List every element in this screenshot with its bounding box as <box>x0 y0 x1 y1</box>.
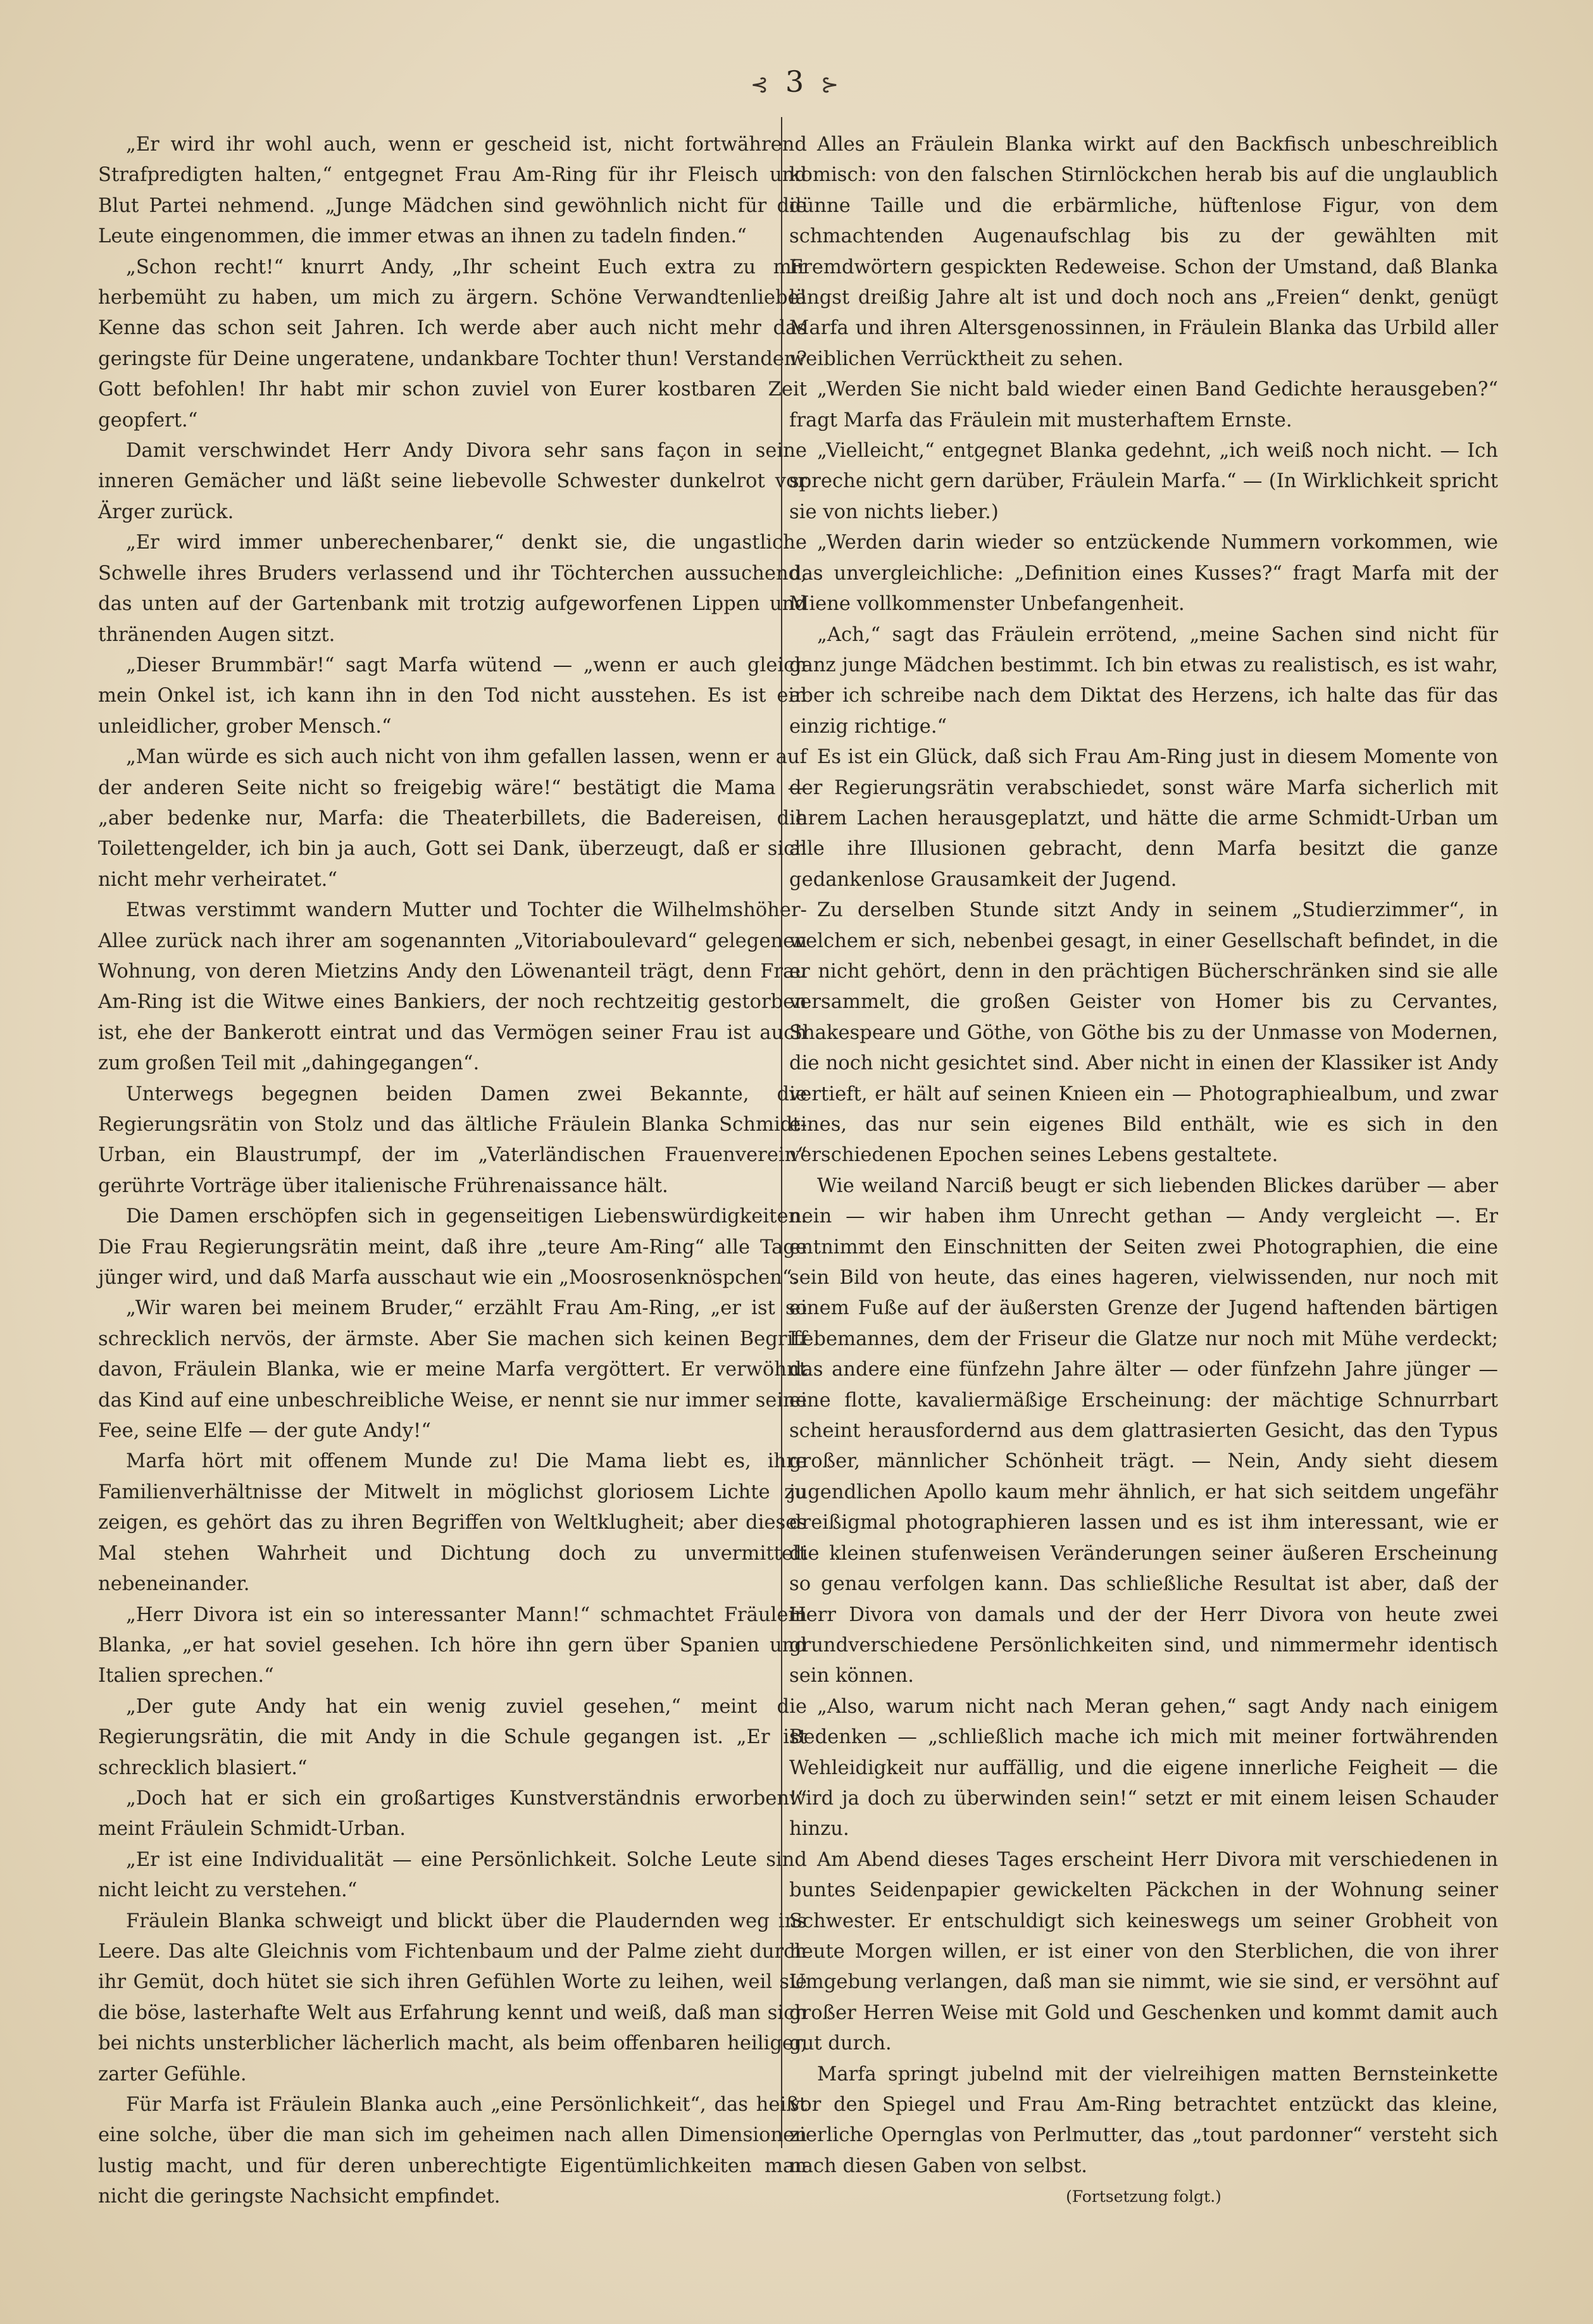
paragraph: „Er ist eine Individualität — eine Persönlichkeit. Solche Leute sind nicht leicht zu verstehen.“ <box>98 1848 807 1902</box>
right-column <box>789 130 1498 2206</box>
paragraph: Marfa springt jubelnd mit der vielreihigen matten Bernsteinkette vor den Spiegel und Frau Am-Ring betrachtet entzückt das kleine, zierliche Opernglas von Perlmutter, das „tout pardonner“ versteht sich nach diesen Gaben von selbst. <box>789 2063 1498 2177</box>
paragraph: Für Marfa ist Fräulein Blanka auch „eine Persönlichkeit“, das heißt eine solche, über die man sich im geheimen nach allen Dimensionen lustig macht, und für deren unberechtigte Eigentümlichkeiten man nicht die geringste Nachsicht empfindet. <box>98 2094 807 2208</box>
paragraph: Unterwegs begegnen beiden Damen zwei Bekannte, die Regierungsrätin von Stolz und das ältliche Fräulein Blanka Schmidt-Urban, ein Blaustrumpf, der im „Vaterländischen Frauenverein“ gerührte Vorträge über italienische Frührenaissance hält. <box>98 1083 807 1197</box>
paragraph: „Doch hat er sich ein großartiges Kunstverständnis erworben!“ meint Fräulein Schmidt-Urban. <box>98 1787 807 1841</box>
paragraph: „Werden Sie nicht bald wieder einen Band Gedichte herausgeben?“ fragt Marfa das Fräulein mit musterhaftem Ernste. <box>789 378 1498 432</box>
paragraph: „Ach,“ sagt das Fräulein errötend, „meine Sachen sind nicht für ganz junge Mädchen bestimmt. Ich bin etwas zu realistisch, es ist wahr, aber ich schreibe nach dem Diktat des Herzens, ich halte das für das einzig richtige.“ <box>789 623 1498 738</box>
ornament-left-icon: ⊰ <box>750 72 773 97</box>
paragraph: „Werden darin wieder so entzückende Nummern vorkommen, wie das unvergleichliche: „Definition eines Kusses?“ fragt Marfa mit der Miene vollkommenster Unbefangenheit. <box>789 531 1498 616</box>
paragraph: „Vielleicht,“ entgegnet Blanka gedehnt, „ich weiß noch nicht. — Ich spreche nicht gern darüber, Fräulein Marfa.“ — (In Wirklichkeit spricht sie von nichts lieber.) <box>789 440 1498 523</box>
paragraph: Wie weiland Narciß beugt er sich liebenden Blickes darüber — aber nein — wir haben ihm Unrecht gethan — Andy vergleicht —. Er entnimmt den Einschnitten der Seiten zwei Photographien, die eine sein Bild von heute, das eines hageren, vielwissenden, nur noch mit einem Fuße auf der äußersten Grenze der Jugend haftenden bärtigen Lebemannes, dem der Friseur die Glatze nur noch mit Mühe verdeckt; das andere eine fünfzehn Jahre älter — oder fünfzehn Jahre jünger — eine flotte, kavaliermäßige Erscheinung: der mächtige Schnurrbart scheint herausfordernd aus dem glattrasierten Gesicht, das den Typus großer, männlicher Schönheit trägt. — Nein, Andy sieht diesem jugendlichen Apollo kaum mehr ähnlich, er hat sich seitdem ungefähr dreißigmal photographieren lassen und es ist ihm interessant, wie er die kleinen stufenweisen Veränderungen seiner äußeren Erscheinung so genau verfolgen kann. Das schließliche Resultat ist aber, daß der Herr Divora von damals und der der Herr Divora von heute zwei grundverschiedene Persönlichkeiten sind, und nimmermehr identisch sein können. <box>789 1174 1498 1687</box>
paragraph: „Er wird immer unberechenbarer,“ denkt sie, die ungastliche Schwelle ihres Bruders verlassend und ihr Töchterchen aussuchend, das unten auf der Gartenbank mit trotzig aufgeworfenen Lippen und thränenden Augen sitzt. <box>98 531 807 646</box>
paragraph: „Herr Divora ist ein so interessanter Mann!“ schmachtet Fräulein Blanka, „er hat soviel gesehen. Ich höre ihn gern über Spanien und Italien sprechen.“ <box>98 1603 807 1687</box>
paragraph: „Wir waren bei meinem Bruder,“ erzählt Frau Am-Ring, „er ist so schrecklich nervös, der ärmste. Aber Sie machen sich keinen Begriff davon, Fräulein Blanka, wie er meine Marfa vergöttert. Er verwöhnt das Kind auf eine unbeschreibliche Weise, er nennt sie nur immer seine Fee, seine Elfe — der gute Andy!“ <box>98 1297 807 1443</box>
paragraph: „Er wird ihr wohl auch, wenn er gescheid ist, nicht fortwährend Strafpredigten halten,“ entgegnet Frau Am-Ring für ihr Fleisch und Blut Partei nehmend. „Junge Mädchen sind gewöhnlich nicht für die Leute eingenommen, die immer etwas an ihnen zu tadeln finden.“ <box>98 134 807 248</box>
continuation-note: (Fortsetzung folgt.) <box>1066 2187 1221 2206</box>
paragraph: „Schon recht!“ knurrt Andy, „Ihr scheint Euch extra zu mir herbemüht zu haben, um mich zu ärgern. Schöne Verwandtenliebe! Kenne das schon seit Jahren. Ich werde aber auch nicht mehr das geringste für Deine ungeratene, undankbare Tochter thun! Verstanden? Gott befohlen! Ihr habt mir schon zuviel von Eurer kostbaren Zeit geopfert.“ <box>98 256 807 432</box>
paragraph: „Also, warum nicht nach Meran gehen,“ sagt Andy nach einigem Bedenken — „schließlich mache ich mich mit meiner fortwährenden Wehleidigkeit nur auffällig, und die eigene innerliche Feigheit — die wird ja doch zu überwinden sein!“ setzt er mit einem leisen Schauder hinzu. <box>789 1695 1498 1841</box>
ornament-right-icon: ⊱ <box>820 72 843 97</box>
paragraph: „Der gute Andy hat ein wenig zuviel gesehen,“ meint die Regierungsrätin, die mit Andy in die Schule gegangen ist. „Er ist schrecklich blasiert.“ <box>98 1695 807 1779</box>
paragraph: Fräulein Blanka schweigt und blickt über die Plaudernden weg ins Leere. Das alte Gleichnis vom Fichtenbaum und der Palme zieht durch ihr Gemüt, doch hütet sie sich ihren Gefühlen Worte zu leihen, weil sie die böse, lasterhafte Welt aus Erfahrung kennt und weiß, daß man sich bei nichts unsterblicher lächerlich macht, als beim offenbaren heiliger, zarter Gefühle. <box>98 1910 807 2085</box>
paragraph: Etwas verstimmt wandern Mutter und Tochter die Wilhelmshöher-Allee zurück nach ihrer am sogenannten „Vitoriaboulevard“ gelegenen Wohnung, von deren Mietzins Andy den Löwenanteil trägt, denn Frau Am-Ring ist die Witwe eines Bankiers, der noch rechtzeitig gestorben ist, ehe der Bankerott eintrat und das Vermögen seiner Frau ist auch zum großen Teil mit „dahingegangen“. <box>98 899 807 1075</box>
paragraph: Es ist ein Glück, daß sich Frau Am-Ring just in diesem Momente von der Regierungsrätin verabschiedet, sonst wäre Marfa sicherlich mit ihrem Lachen herausgeplatzt, und hätte die arme Schmidt-Urban um alle ihre Illusionen gebracht, denn Marfa besitzt die ganze gedankenlose Grausamkeit der Jugend. <box>789 746 1498 891</box>
page-header <box>0 65 1593 99</box>
paragraph: Am Abend dieses Tages erscheint Herr Divora mit verschiedenen in buntes Seidenpapier gewickelten Päckchen in der Wohnung seiner Schwester. Er entschuldigt sich keineswegs um seiner Grobheit von heute Morgen willen, er ist einer von den Sterblichen, die von ihrer Umgebung verlangen, daß man sie nimmt, wie sie sind, er versöhnt auf großer Herren Weise mit Gold und Geschenken und kommt damit auch gut durch. <box>789 1848 1498 2055</box>
page-number: 3 <box>785 65 808 99</box>
paragraph: Alles an Fräulein Blanka wirkt auf den Backfisch unbeschreiblich komisch: von den falschen Stirnlöckchen herab bis auf die unglaublich dünne Taille und die erbärmliche, hüftenlose Figur, von dem schmachtenden Augenaufschlag bis zu der gewählten mit Fremdwörtern gespickten Redeweise. Schon der Umstand, daß Blanka längst dreißig Jahre alt ist und doch noch ans „Freien“ denkt, genügt Marfa und ihren Altersgenossinnen, in Fräulein Blanka das Urbild aller weiblichen Verrücktheit zu sehen. <box>789 134 1498 370</box>
paragraph: „Man würde es sich auch nicht von ihm gefallen lassen, wenn er auf der anderen Seite nicht so freigebig wäre!“ bestätigt die Mama — „aber bedenke nur, Marfa: die Theaterbillets, die Badereisen, die Toilettengelder, ich bin ja auch, Gott sei Dank, überzeugt, daß er sich nicht mehr verheiratet.“ <box>98 746 807 891</box>
paragraph: Die Damen erschöpfen sich in gegenseitigen Liebenswürdigkeiten. Die Frau Regierungsrätin meint, daß ihre „teure Am-Ring“ alle Tage jünger wird, und daß Marfa ausschaut wie ein „Moosrosenknöspchen“. <box>98 1205 807 1289</box>
paragraph: Damit verschwindet Herr Andy Divora sehr sans façon in seine inneren Gemächer und läßt seine liebevolle Schwester dunkelrot vor Ärger zurück. <box>98 440 807 523</box>
paragraph: „Dieser Brummbär!“ sagt Marfa wütend — „wenn er auch gleich mein Onkel ist, ich kann ihn in den Tod nicht ausstehen. Es ist ein unleidlicher, grober Mensch.“ <box>98 654 807 738</box>
paragraph: Marfa hört mit offenem Munde zu! Die Mama liebt es, ihre Familienverhältnisse der Mitwelt in möglichst gloriosem Lichte zu zeigen, es gehört das zu ihren Begriffen von Weltklugheit; aber dieses Mal stehen Wahrheit und Dichtung doch zu unvermittelt nebeneinander. <box>98 1450 807 1596</box>
paragraph: Zu derselben Stunde sitzt Andy in seinem „Studierzimmer“, in welchem er sich, nebenbei gesagt, in einer Gesellschaft befindet, in die er nicht gehört, denn in den prächtigen Bücherschränken sind sie alle versammelt, die großen Geister von Homer bis zu Cervantes, Shakespeare und Göthe, von Göthe bis zu der Unmasse von Modernen, die noch nicht gesichtet sind. Aber nicht in einen der Klassiker ist Andy vertieft, er hält auf seinen Knieen ein — Photographiealbum, und zwar eines, das nur sein eigenes Bild enthält, wie es sich in den verschiedenen Epochen seines Lebens gestaltete. <box>789 899 1498 1167</box>
left-column <box>98 130 807 2208</box>
